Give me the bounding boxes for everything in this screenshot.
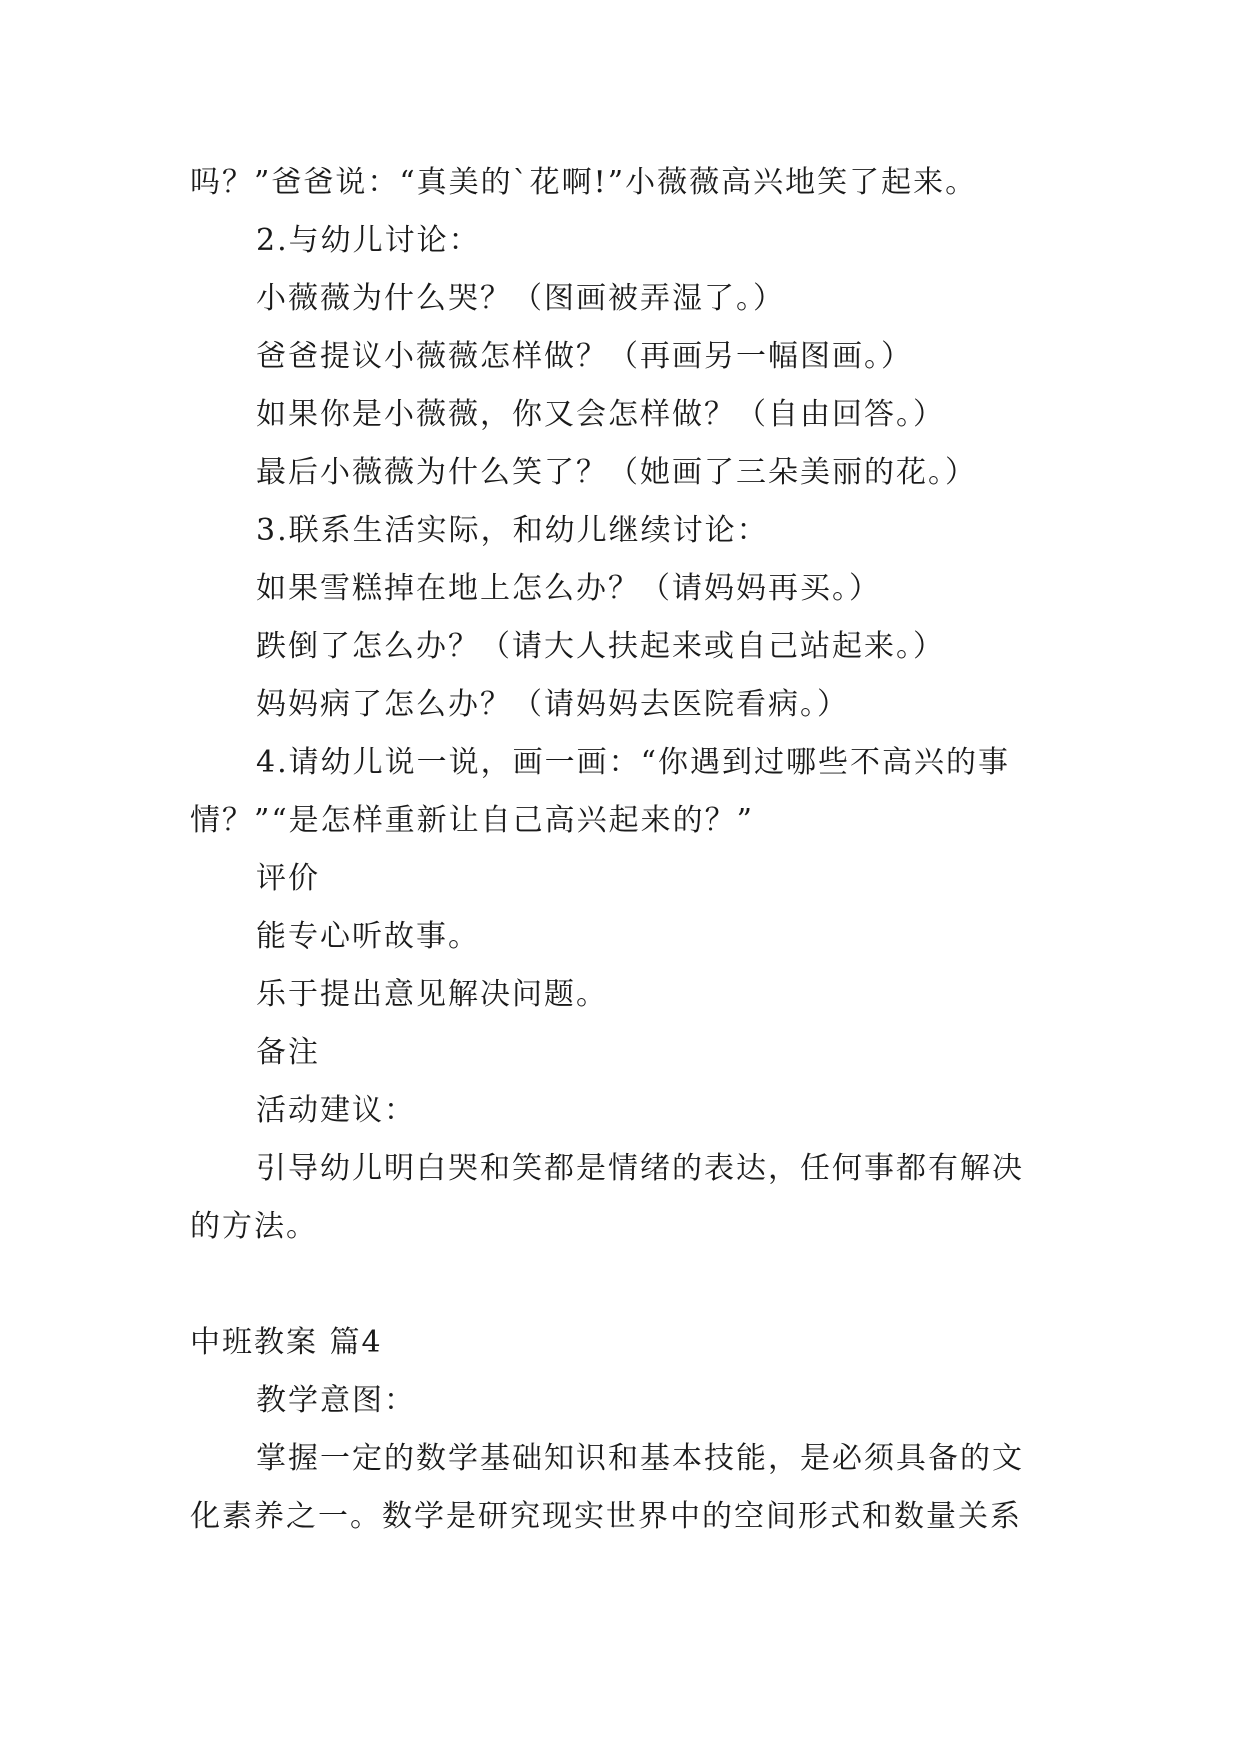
section-label-evaluation: 评价 [256, 861, 320, 896]
paragraph: 引导幼儿明白哭和笑都是情绪的表达，任何事都有解决的方法。 [190, 1151, 1024, 1244]
paragraph: 如果你是小薇薇，你又会怎样做？（自由回答。） [256, 397, 945, 432]
paragraph: 妈妈病了怎么办？（请妈妈去医院看病。） [256, 687, 849, 722]
paragraph: 掌握一定的数学基础知识和基本技能，是必须具备的文化素养之一。数学是研究现实世界中的空间形式和数量关系 [190, 1441, 1024, 1534]
section-label-notes: 备注 [256, 1035, 320, 1070]
paragraph: 跌倒了怎么办？（请大人扶起来或自己站起来。） [256, 629, 945, 664]
section-heading: 中班教案 篇4 [190, 1325, 383, 1360]
paragraph: 教学意图： [256, 1383, 416, 1418]
paragraph: 乐于提出意见解决问题。 [256, 977, 608, 1012]
paragraph: 2.与幼儿讨论： [256, 223, 481, 258]
section-gap [190, 1256, 1050, 1314]
paragraph: 小薇薇为什么哭？（图画被弄湿了。） [256, 281, 785, 316]
paragraph: 活动建议： [256, 1093, 416, 1128]
paragraph: 能专心听故事。 [256, 919, 480, 954]
paragraph: 3.联系生活实际，和幼儿继续讨论： [256, 513, 769, 548]
paragraph: 如果雪糕掉在地上怎么办？（请妈妈再买。） [256, 571, 881, 606]
paragraph: 爸爸提议小薇薇怎样做？（再画另一幅图画。） [256, 339, 913, 374]
paragraph: 最后小薇薇为什么笑了？（她画了三朵美丽的花。） [256, 455, 977, 490]
paragraph: 4.请幼儿说一说，画一画：“你遇到过哪些不高兴的事情？”“是怎样重新让自己高兴起来的？” [190, 745, 1010, 838]
paragraph: 吗？”爸爸说：“真美的`花啊!”小薇薇高兴地笑了起来。 [190, 165, 978, 200]
document-body [190, 154, 1050, 1546]
